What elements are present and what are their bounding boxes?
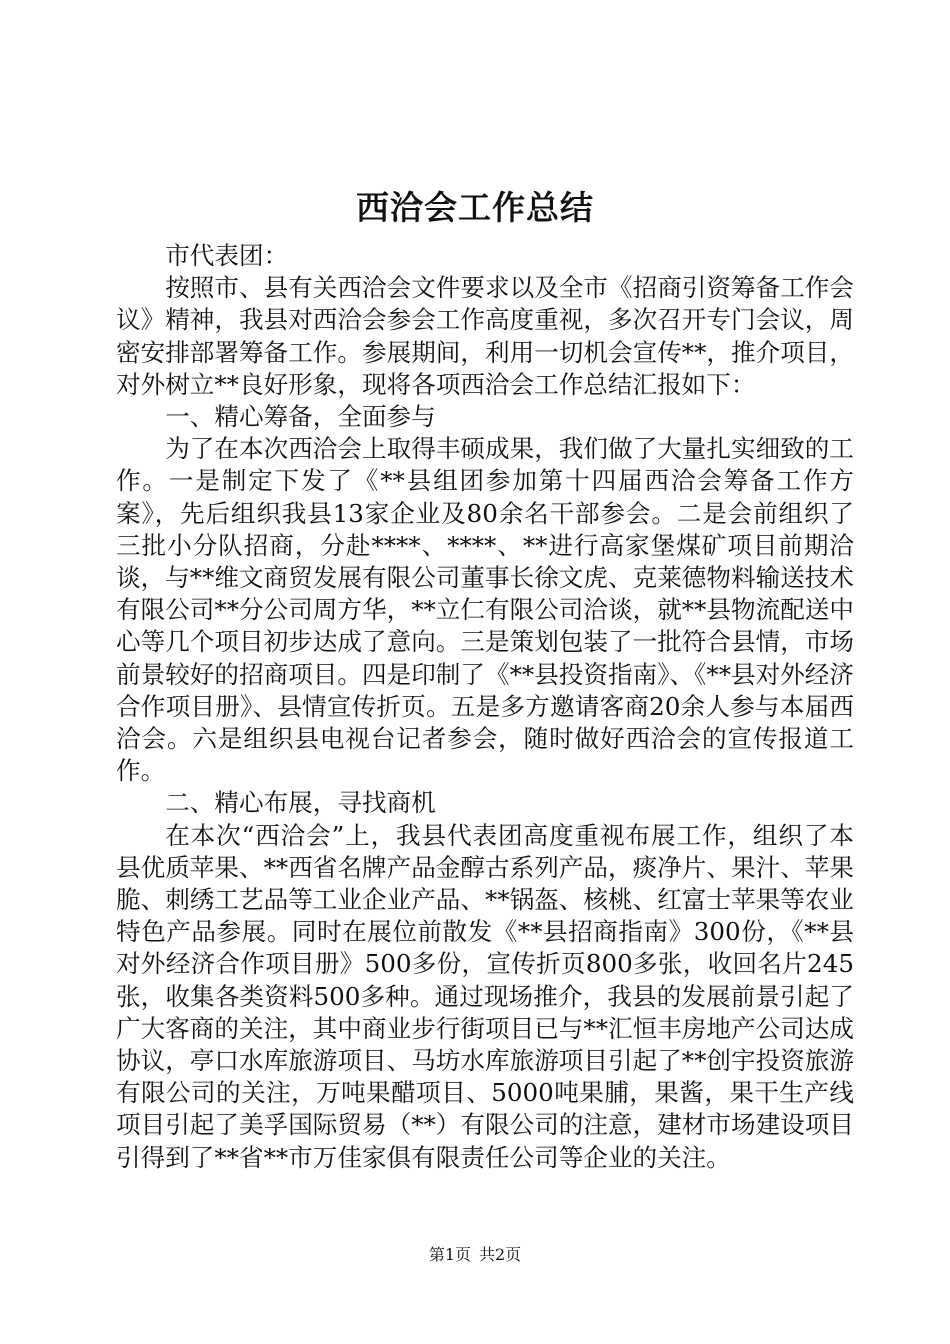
salutation: 市代表团：	[165, 241, 289, 270]
section-heading-1: 一、精心筹备，全面参与	[165, 402, 436, 432]
section-heading-2: 二、精心布展，寻找商机	[165, 788, 436, 818]
section-paragraph-2: 在本次“西洽会”上，我县代表团高度重视布展工作，组织了本县优质苹果、**西省名牌产品金醇古系列产品，痰净片、果汁、苹果脆、刺绣工艺品等工业企业产品、**锅盔、核桃、红富士苹果等农业特色产品参展。同时在展位前散发《**县招商指南》300份，《**县对外经济合作项目册》500多份，宣传折页800多张，收回名片245张，收集各类资料500多种。通过现场推介，我县的发展前景引起了广大客商的关注，其中商业步行街项目已与**汇恒丰房地产公司达成协议，亭口水库旅游项目、马坊水库旅游项目引起了**创宇投资旅游有限公司的关注，万吨果醋项目、5000吨果脯，果酱，果干生产线项目引起了美孚国际贸易（**）有限公司的注意，建材市场建设项目引得到了**省**市万佳家俱有限责任公司等企业的关注。	[116, 820, 854, 1172]
page-number: 第1页	[428, 1245, 471, 1264]
document-title: 西洽会工作总结	[356, 188, 594, 227]
page-footer	[0, 1244, 950, 1266]
intro-paragraph: 按照市、县有关西洽会文件要求以及全市《招商引资筹备工作会议》精神，我县对西洽会参会工作高度重视，多次召开专门会议，周密安排部署筹备工作。参展期间，利用一切机会宣传**，推介项目，对外树立**良好形象，现将各项西洽会工作总结汇报如下：	[116, 273, 854, 399]
section-paragraph-1: 为了在本次西洽会上取得丰硕成果，我们做了大量扎实细致的工作。一是制定下发了《**县组团参加第十四届西洽会筹备工作方案》，先后组织我县13家企业及80余名干部参会。二是会前组织了三批小分队招商，分赴****、****、**进行高家堡煤矿项目前期洽谈，与**维文商贸发展有限公司董事长徐文虎、克莱德物料输送技术有限公司**分公司周方华，**立仁有限公司洽谈，就**县物流配送中心等几个项目初步达成了意向。三是策划包装了一批符合县情，市场前景较好的招商项目。四是印制了《**县投资指南》、《**县对外经济合作项目册》、县情宣传折页。五是多方邀请客商20余人参与本届西洽会。六是组织县电视台记者参会，随时做好西洽会的宣传报道工作。	[116, 434, 854, 786]
document-body	[116, 240, 854, 1174]
page-total: 共2页	[479, 1245, 522, 1264]
